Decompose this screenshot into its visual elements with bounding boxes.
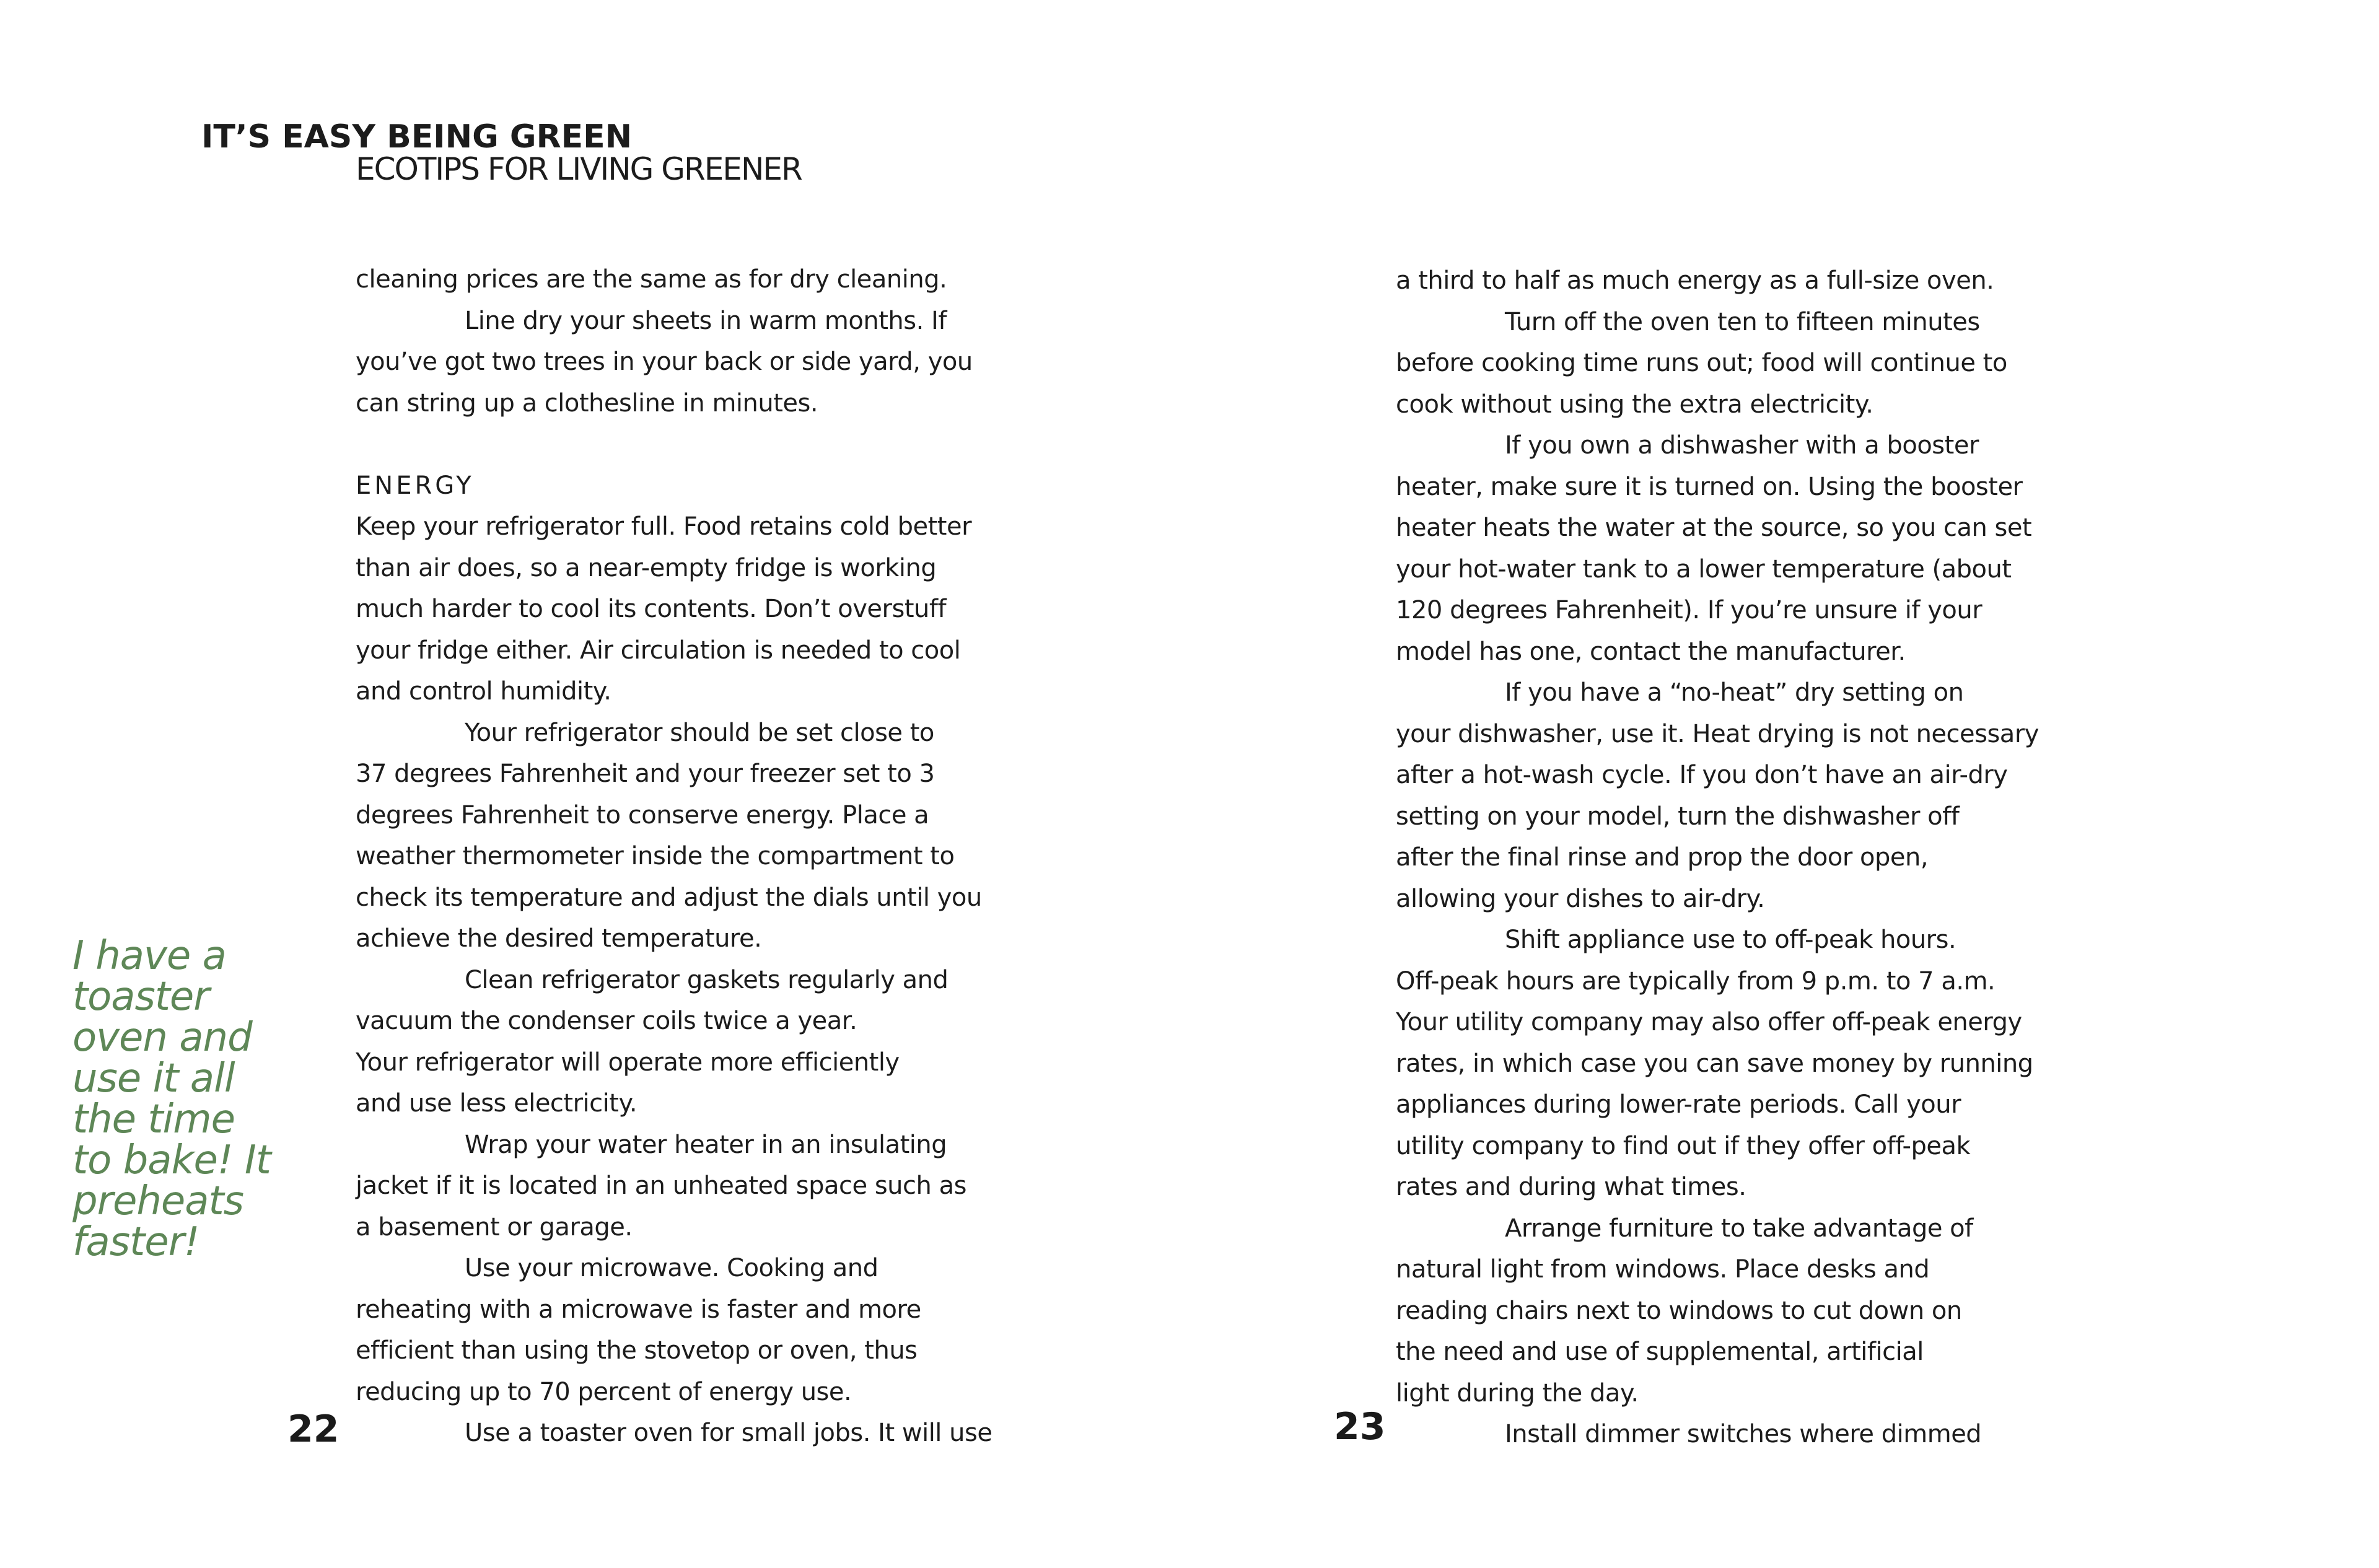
body-line: appliances during lower-rate periods. Call your xyxy=(1396,1090,1961,1119)
body-line: allowing your dishes to air-dry. xyxy=(1396,884,1765,913)
body-line: reheating with a microwave is faster and more xyxy=(356,1295,921,1324)
book-title: IT’S EASY BEING GREEN xyxy=(201,118,633,155)
paragraph-start-line: If you have a “no-heat” dry setting on xyxy=(1505,678,1964,707)
body-line: check its temperature and adjust the dials until you xyxy=(356,883,982,912)
body-line: natural light from windows. Place desks and xyxy=(1396,1255,1930,1284)
paragraph-start-line: Turn off the oven ten to fifteen minutes xyxy=(1505,307,1980,336)
paragraph-start-line: Wrap your water heater in an insulating xyxy=(465,1130,947,1159)
book-subtitle: ECOTIPS FOR LIVING GREENER xyxy=(356,151,802,187)
right-page-body xyxy=(1396,260,2077,1455)
body-line: rates and during what times. xyxy=(1396,1173,1746,1201)
body-line: your dishwasher, use it. Heat drying is not necessary xyxy=(1396,719,2039,748)
pull-quote-line: preheats xyxy=(72,1178,243,1224)
body-line: rates, in which case you can save money by running xyxy=(1396,1049,2033,1078)
body-line: you’ve got two trees in your back or side yard, you xyxy=(356,348,973,376)
paragraph-start-line: Use your microwave. Cooking and xyxy=(465,1254,878,1282)
body-line: Off-peak hours are typically from 9 p.m. to 7 a.m. xyxy=(1396,966,1996,996)
body-line: setting on your model, turn the dishwasher off xyxy=(1396,802,1960,831)
body-line: than air does, so a near-empty fridge is working xyxy=(356,553,937,582)
body-line: can string up a clothesline in minutes. xyxy=(356,388,818,418)
pull-quote-line: use it all xyxy=(72,1056,235,1102)
paragraph-start-line: Install dimmer switches where dimmed xyxy=(1505,1420,1982,1448)
page-number-right: 23 xyxy=(1334,1405,1386,1448)
pull-quote-line: oven and xyxy=(72,1015,252,1061)
body-line: after the final rinse and prop the door open, xyxy=(1396,843,1929,872)
pull-quote-line: the time xyxy=(72,1097,235,1142)
body-line: cleaning prices are the same as for dry cleaning. xyxy=(356,265,947,294)
paragraph-start-line: If you own a dishwasher with a booster xyxy=(1505,431,1979,460)
blank-line xyxy=(356,424,1025,465)
body-line: a basement or garage. xyxy=(356,1212,633,1242)
body-line: a third to half as much energy as a full-size oven. xyxy=(1396,266,1994,295)
body-line: weather thermometer inside the compartment to xyxy=(356,842,955,870)
page-number-left: 22 xyxy=(287,1408,340,1451)
body-line: vacuum the condenser coils twice a year. xyxy=(356,1007,857,1035)
body-line: degrees Fahrenheit to conserve energy. Place a xyxy=(356,800,929,830)
pull-quote-line: to bake! It xyxy=(72,1137,271,1183)
body-line: model has one, contact the manufacturer. xyxy=(1396,637,1906,666)
body-line: after a hot-wash cycle. If you don’t have an air-dry xyxy=(1396,761,2008,789)
body-line: 120 degrees Fahrenheit). If you’re unsure if your xyxy=(1396,596,1982,624)
pull-quote xyxy=(72,935,283,1263)
body-line: heater heats the water at the source, so you can set xyxy=(1396,514,2032,542)
body-line: 37 degrees Fahrenheit and your freezer set to 3 xyxy=(356,760,935,788)
pull-quote-line: toaster xyxy=(72,974,209,1020)
body-line: light during the day. xyxy=(1396,1378,1639,1408)
paragraph-start-line: Line dry your sheets in warm months. If xyxy=(465,306,947,335)
body-line: reducing up to 70 percent of energy use. xyxy=(356,1377,852,1406)
paragraph-start-line: Your refrigerator should be set close to xyxy=(465,718,934,747)
body-line: and use less electricity. xyxy=(356,1089,637,1118)
body-line: cook without using the extra electricity. xyxy=(1396,390,1873,419)
left-page-body xyxy=(356,259,1025,1454)
body-line: heater, make sure it is turned on. Using the booster xyxy=(1396,472,2023,501)
body-line: much harder to cool its contents. Don’t overstuff xyxy=(356,595,947,623)
body-line: reading chairs next to windows to cut down on xyxy=(1396,1296,1962,1325)
body-line: utility company to find out if they offer off-peak xyxy=(1396,1131,1971,1160)
body-line: Your refrigerator will operate more efficiently xyxy=(356,1048,900,1077)
body-line: and control humidity. xyxy=(356,677,611,706)
section-heading: ENERGY xyxy=(356,471,475,500)
pull-quote-line: I have a xyxy=(72,933,226,979)
paragraph-start-line: Use a toaster oven for small jobs. It will use xyxy=(465,1419,992,1447)
body-line: your hot-water tank to a lower temperature (about xyxy=(1396,554,2012,584)
body-line: your fridge either. Air circulation is needed to cool xyxy=(356,636,961,665)
paragraph-start-line: Arrange furniture to take advantage of xyxy=(1505,1214,1973,1243)
body-line: efficient than using the stovetop or oven, thus xyxy=(356,1336,918,1365)
pull-quote-line: faster! xyxy=(72,1219,199,1265)
paragraph-start-line: Clean refrigerator gaskets regularly and xyxy=(465,965,949,994)
body-line: Your utility company may also offer off-peak energy xyxy=(1396,1008,2022,1036)
paragraph-start-line: Shift appliance use to off-peak hours. xyxy=(1505,926,1956,954)
body-line: Keep your refrigerator full. Food retains cold better xyxy=(356,512,972,541)
body-line: jacket if it is located in an unheated space such as xyxy=(356,1172,966,1200)
body-line: the need and use of supplemental, artificial xyxy=(1396,1338,1924,1366)
body-line: before cooking time runs out; food will continue to xyxy=(1396,349,2007,377)
body-line: achieve the desired temperature. xyxy=(356,924,762,953)
